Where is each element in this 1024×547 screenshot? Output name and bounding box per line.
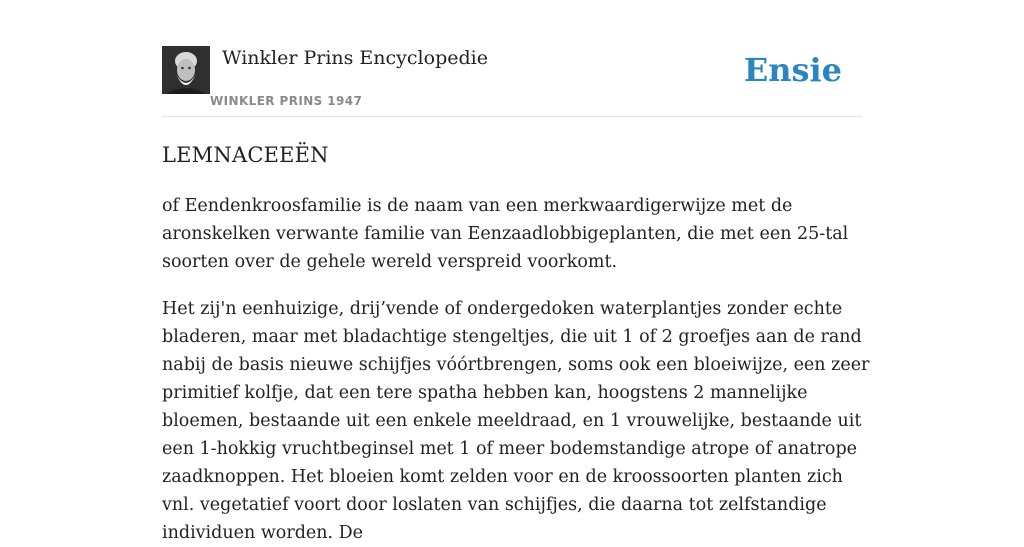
author-avatar[interactable] bbox=[162, 46, 210, 94]
header bbox=[162, 46, 862, 117]
site-title[interactable]: Winkler Prins Encyclopedie bbox=[222, 47, 488, 69]
entry-paragraph-2: Het zij'n eenhuizige, drij’vende of ondergedoken waterplantjes zonder echte bladeren, maar met bladachtige stengeltjes, die uit 1 of 2 groefjes aan de rand nabij de basis nieuwe schijfjes vóórtbrengen, soms ook een bloeiwijze, een zeer primitief kolfje, dat een tere spatha hebben kan, hoogstens 2 mannelijke bloemen, bestaande uit een enkele meeldraad, en 1 vrouwelijke, bestaande uit een 1-hokkig vruchtbeginsel met 1 of meer bodemstandige atrope of anatrope zaadknoppen. Het bloeien komt zelden voor en de kroossoorten planten zich vnl. vegetatief voort door loslaten van schijfjes, die daarna tot zelfstandige individuen worden. De bbox=[162, 299, 870, 543]
entry-paragraph-1: of Eendenkroosfamilie is de naam van een merkwaardigerwijze met de aronskelken verwante familie van Eenzaadlobbigeplanten, die met een 25-tal soorten over de gehele wereld verspreid voorkomt. bbox=[162, 196, 849, 272]
entry-title: LEMNACEEËN bbox=[162, 143, 329, 167]
entry-content bbox=[162, 140, 872, 547]
edition-label[interactable]: WINKLER PRINS 1947 bbox=[210, 94, 363, 108]
portrait-avatar-icon bbox=[162, 46, 210, 94]
brand-logo[interactable]: Ensie bbox=[743, 51, 842, 89]
